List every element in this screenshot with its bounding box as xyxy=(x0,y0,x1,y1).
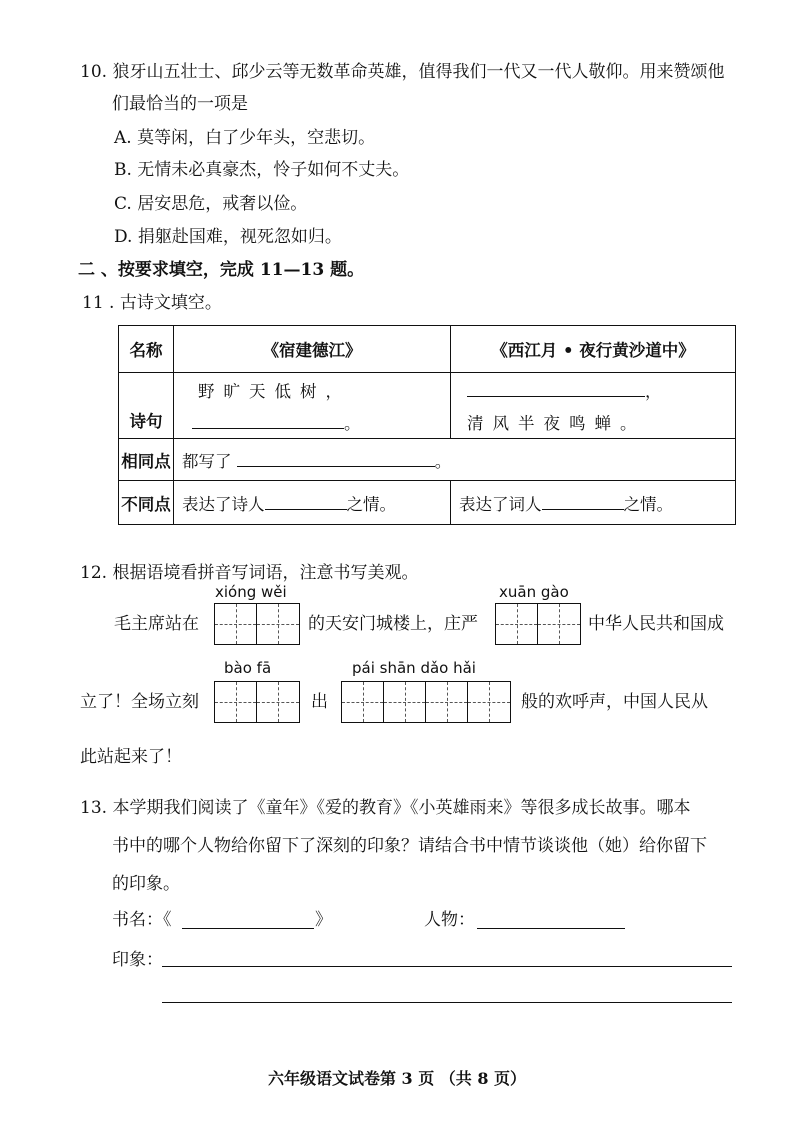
q12-text-f: 般的欢呼声，中国人民从 xyxy=(521,692,708,712)
poem1-title: 《宿建德江》 xyxy=(174,326,451,373)
pinyin-paishandaohai: pái shān dǎo hǎi xyxy=(352,659,476,677)
q11-title: 11 . 古诗文填空。 xyxy=(82,293,222,313)
q10-stem-line1: 10. 狼牙山五壮士、邱少云等无数革命英雄，值得我们一代又一代人敬仰。用来赞颂他 xyxy=(80,62,725,82)
grid-cell[interactable] xyxy=(496,604,538,644)
q12-text-d: 立了！全场立刻 xyxy=(80,692,199,712)
q10-stem-line2: 们最恰当的一项是 xyxy=(112,94,248,114)
poem1-line2-blank[interactable] xyxy=(192,410,344,429)
diff1-suffix: 之情。 xyxy=(346,494,396,514)
impression-line-2[interactable] xyxy=(162,1002,732,1003)
impression-line-1[interactable] xyxy=(162,966,732,967)
same-cell xyxy=(174,439,736,481)
same-prefix: 都写了 xyxy=(182,451,232,471)
row-label-verse: 诗句 xyxy=(119,373,174,439)
q13-line3: 的印象。 xyxy=(112,874,180,894)
diff2-prefix: 表达了词人 xyxy=(459,494,542,514)
diff2-blank[interactable] xyxy=(542,491,624,510)
person-label: 人物： xyxy=(424,910,475,930)
q10-option-c: C. 居安思危，戒奢以俭。 xyxy=(114,194,308,214)
poem2-line1-blank[interactable] xyxy=(467,378,645,397)
grid-paishandaohai[interactable] xyxy=(341,681,511,723)
poem2-title: 《西江月 • 夜行黄沙道中》 xyxy=(451,326,736,373)
diff1-blank[interactable] xyxy=(265,491,347,510)
book-blank[interactable] xyxy=(182,928,314,929)
section2-title: 二 、按要求填空，完成 11—13 题。 xyxy=(78,260,365,280)
q12-text-c: 中华人民共和国成 xyxy=(588,614,724,634)
grid-xuangao[interactable] xyxy=(495,603,581,645)
person-blank[interactable] xyxy=(477,928,625,929)
q12-text-e: 出 xyxy=(311,692,328,712)
q12-title: 12. 根据语境看拼音写词语，注意书写美观。 xyxy=(80,563,419,583)
book-close: 》 xyxy=(315,910,332,930)
book-label: 书名：《 xyxy=(112,910,172,930)
pinyin-baofa: bào fā xyxy=(224,659,272,677)
grid-cell[interactable] xyxy=(426,682,468,722)
table-header-name: 名称 xyxy=(119,326,174,373)
q10-option-d: D. 捐躯赴国难，视死忽如归。 xyxy=(114,227,342,247)
q12-text-g: 此站起来了！ xyxy=(80,747,182,767)
poem2-verse-cell xyxy=(451,373,736,439)
q13-line2: 书中的哪个人物给你留下了深刻的印象？请结合书中情节谈谈他（她）给你留下 xyxy=(112,836,707,856)
grid-cell[interactable] xyxy=(538,604,580,644)
grid-cell[interactable] xyxy=(257,604,299,644)
same-blank[interactable] xyxy=(237,448,435,467)
diff1-prefix: 表达了诗人 xyxy=(182,494,265,514)
poem1-verse-cell xyxy=(174,373,451,439)
grid-baofa[interactable] xyxy=(214,681,300,723)
poem1-line2-end: 。 xyxy=(344,413,361,433)
q10-option-b: B. 无情未必真豪杰，怜子如何不丈夫。 xyxy=(114,160,410,180)
diff2-cell xyxy=(451,481,736,525)
poem1-line1: 野旷天低树， xyxy=(198,381,351,401)
diff1-cell xyxy=(174,481,451,525)
row-label-diff: 不同点 xyxy=(119,481,174,525)
poem2-line2: 清风半夜鸣蝉。 xyxy=(467,413,646,433)
same-suffix: 。 xyxy=(434,451,452,471)
pinyin-xuangao: xuān gào xyxy=(499,583,569,601)
q10-option-a: A. 莫等闲，白了少年头，空悲切。 xyxy=(114,128,376,148)
row-label-same: 相同点 xyxy=(119,439,174,481)
grid-cell[interactable] xyxy=(215,604,257,644)
grid-cell[interactable] xyxy=(342,682,384,722)
grid-cell[interactable] xyxy=(384,682,426,722)
grid-cell[interactable] xyxy=(215,682,257,722)
poem-table xyxy=(118,325,736,525)
poem2-line1-end: ， xyxy=(645,381,662,401)
q12-text-b: 的天安门城楼上，庄严 xyxy=(308,614,478,634)
q13-line1: 13. 本学期我们阅读了《童年》《爱的教育》《小英雄雨来》等很多成长故事。哪本 xyxy=(80,798,691,818)
page-footer: 六年级语文试卷第 3 页 （共 8 页） xyxy=(267,1069,527,1088)
grid-cell[interactable] xyxy=(257,682,299,722)
diff2-suffix: 之情。 xyxy=(623,494,673,514)
q12-text-a: 毛主席站在 xyxy=(114,614,199,634)
pinyin-xiongwei: xióng wěi xyxy=(215,583,287,601)
grid-cell[interactable] xyxy=(468,682,510,722)
impression-label: 印象： xyxy=(112,950,163,970)
grid-xiongwei[interactable] xyxy=(214,603,300,645)
